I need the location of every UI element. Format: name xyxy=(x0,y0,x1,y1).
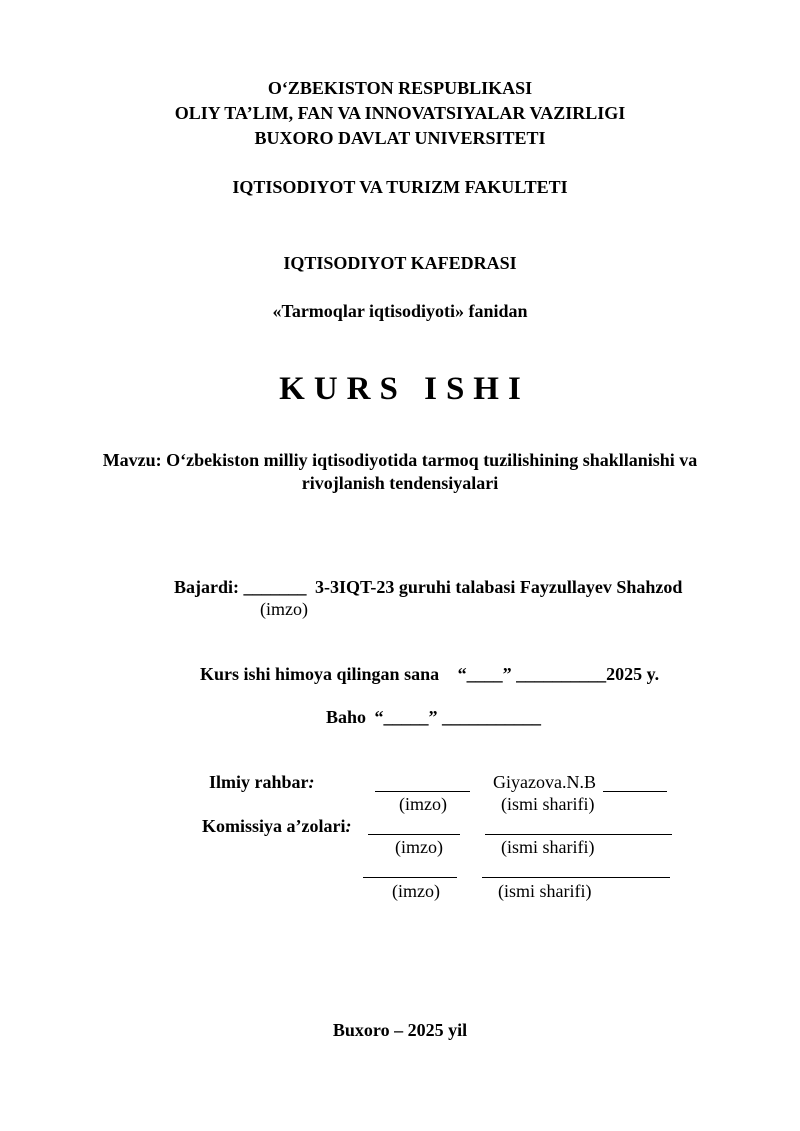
performer-text: 3-3IQT-23 guruhi talabasi Fayzullayev Shahzod xyxy=(315,577,683,597)
defense-month-blank: __________ xyxy=(516,664,607,684)
performer-label: Bajardi: xyxy=(174,577,239,597)
performer-sign-caption: (imzo) xyxy=(260,599,308,619)
grade-blank-1: _____ xyxy=(383,707,429,727)
commission-name-line-1 xyxy=(485,834,672,835)
commission-sign-line-2 xyxy=(363,877,457,878)
ministry-line: OLIY TA’LIM, FAN VA INNOVATSIYALAR VAZIRLIGI xyxy=(174,103,626,123)
defense-year: 2025 y. xyxy=(606,664,660,684)
supervisor-colon: : xyxy=(308,772,315,792)
commission-name-caption-2: (ismi sharifi) xyxy=(498,881,592,901)
faculty-line: IQTISODIYOT VA TURIZM FAKULTETI xyxy=(232,177,568,197)
commission-sign-caption-2: (imzo) xyxy=(392,881,440,901)
defense-close-quote: ” xyxy=(502,664,512,684)
grade-open-quote: “ xyxy=(374,707,384,727)
grade-line xyxy=(326,708,541,726)
supervisor-label: Ilmiy rahbar xyxy=(209,772,309,792)
grade-label: Baho xyxy=(326,707,367,727)
place-year-footer: Buxoro – 2025 yil xyxy=(332,1020,468,1040)
defense-date-line xyxy=(200,665,659,683)
supervisor-name-caption: (ismi sharifi) xyxy=(501,794,595,814)
commission-sign-line-1 xyxy=(368,834,460,835)
defense-label: Kurs ishi himoya qilingan sana xyxy=(200,664,440,684)
supervisor-sign-caption: (imzo) xyxy=(399,794,447,814)
supervisor-label-wrap xyxy=(209,773,315,791)
commission-sign-caption-1: (imzo) xyxy=(395,837,443,857)
topic-line-1: Mavzu: O‘zbekiston milliy iqtisodiyotida tarmoq tuzilishining shakllanishi va xyxy=(102,450,698,470)
university-line: BUXORO DAVLAT UNIVERSITETI xyxy=(254,128,546,148)
performer-sign-blank: _______ xyxy=(243,577,307,597)
defense-day-blank: ____ xyxy=(466,664,503,684)
department-line: IQTISODIYOT KAFEDRASI xyxy=(283,253,517,273)
supervisor-name: Giyazova.N.B xyxy=(493,772,596,792)
commission-colon: : xyxy=(345,816,352,836)
republic-line: O‘ZBEKISTON RESPUBLIKASI xyxy=(267,78,533,98)
commission-label: Komissiya a’zolari xyxy=(202,816,346,836)
document-title: KURS ISHI xyxy=(279,371,530,407)
supervisor-name-line xyxy=(603,791,667,792)
grade-blank-2: ___________ xyxy=(442,707,542,727)
commission-label-wrap xyxy=(202,817,351,835)
topic-line-2: rivojlanish tendensiyalari xyxy=(301,473,499,493)
defense-open-quote: “ xyxy=(457,664,467,684)
grade-close-quote: ” xyxy=(428,707,438,727)
subject-line: «Tarmoqlar iqtisodiyoti» fanidan xyxy=(272,301,528,321)
commission-name-line-2 xyxy=(482,877,670,878)
commission-name-caption-1: (ismi sharifi) xyxy=(501,837,595,857)
performer-line xyxy=(174,578,682,596)
supervisor-sign-line xyxy=(375,791,470,792)
